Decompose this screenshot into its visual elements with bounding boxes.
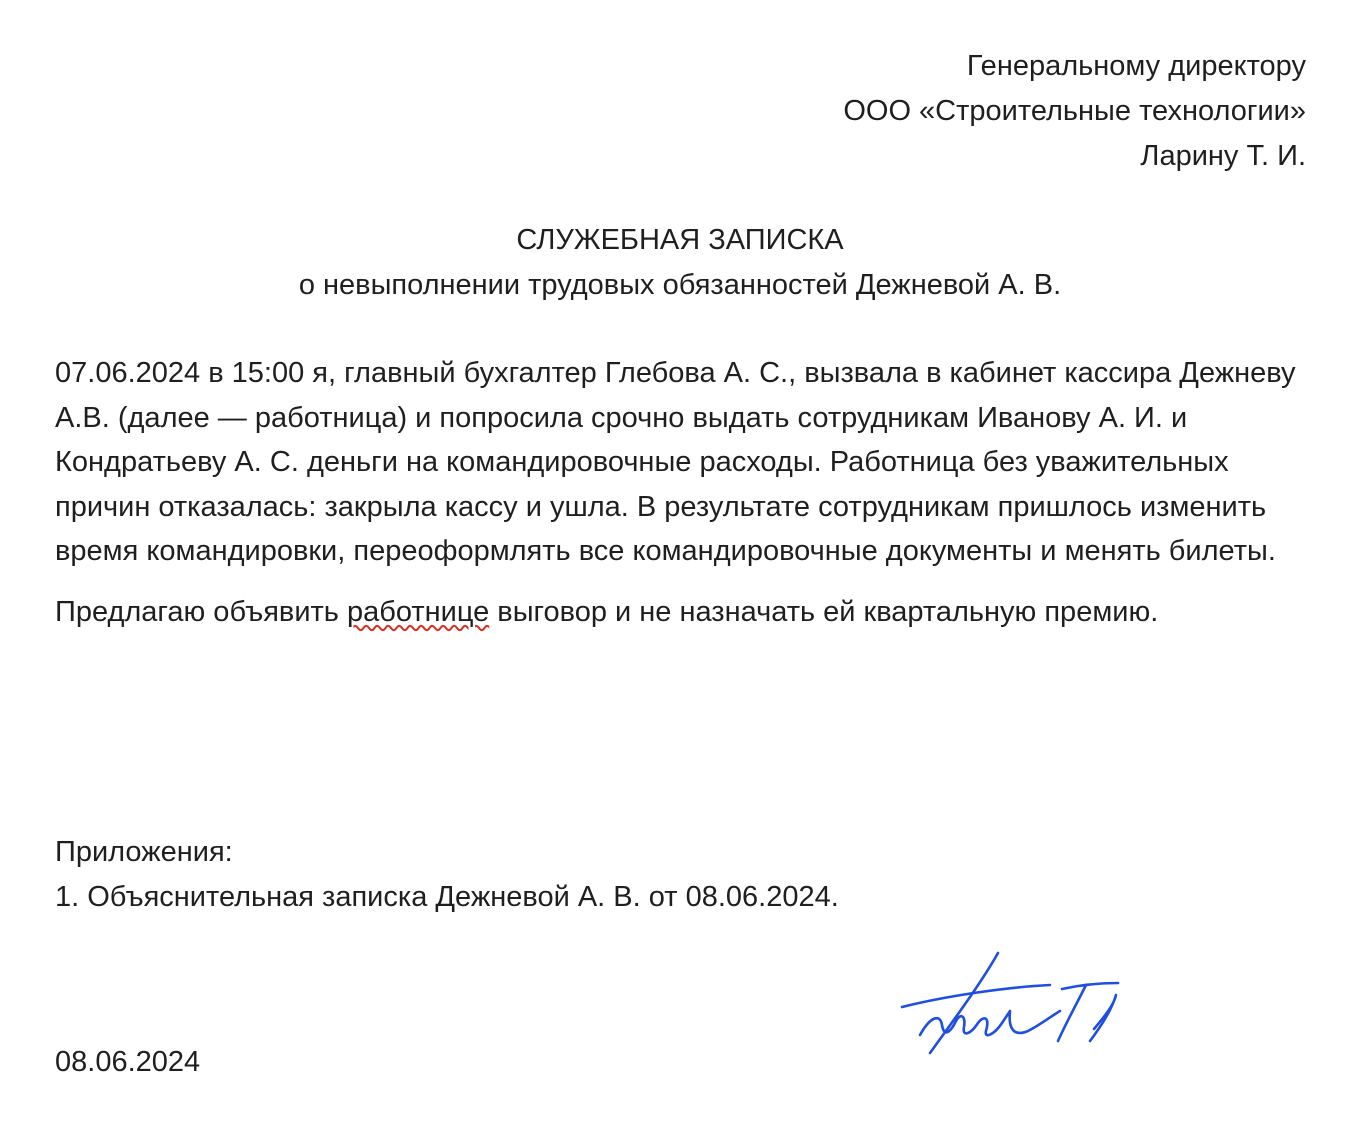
title-block [0,218,1360,308]
paragraph-2-text-start: Предлагаю объявить [55,595,347,628]
addressee-position: Генеральному директору [966,50,1306,82]
attachments-block [55,830,839,920]
memo-body [55,351,1305,634]
attachment-item: 1. Объяснительная записка Дежневой А. В. от 08.06.2024. [55,881,839,913]
body-paragraph-1: 07.06.2024 в 15:00 я, главный бухгалтер Глебова А. С., вызвала в кабинет кассира Дежневу А.В. (далее — работница) и попросила срочно выдать сотрудникам Иванову А. И. и Кондратьеву А. С. деньги на командировочные расходы. Работница без уважительных причин отказалась: закрыла кассу и ушла. В результате сотрудникам пришлось изменить время командировки, переоформлять все командировочные документы и менять билеты. [55,357,1296,567]
body-paragraph-2 [55,590,1305,635]
addressee-company: ООО «Строительные технологии» [843,95,1306,127]
paragraph-2-text-end: выговор и не назначать ей квартальную премию. [489,595,1159,628]
addressee-block [843,44,1306,179]
handwritten-signature [890,945,1130,1065]
addressee-name: Ларину Т. И. [1140,140,1306,172]
document-title: СЛУЖЕБНАЯ ЗАПИСКА [516,224,844,256]
attachments-heading: Приложения: [55,836,233,868]
spellcheck-flagged-word[interactable]: работнице [346,595,490,628]
document-subtitle: о невыполнении трудовых обязанностей Дежневой А. В. [298,269,1062,301]
document-date: 08.06.2024 [55,1046,201,1078]
